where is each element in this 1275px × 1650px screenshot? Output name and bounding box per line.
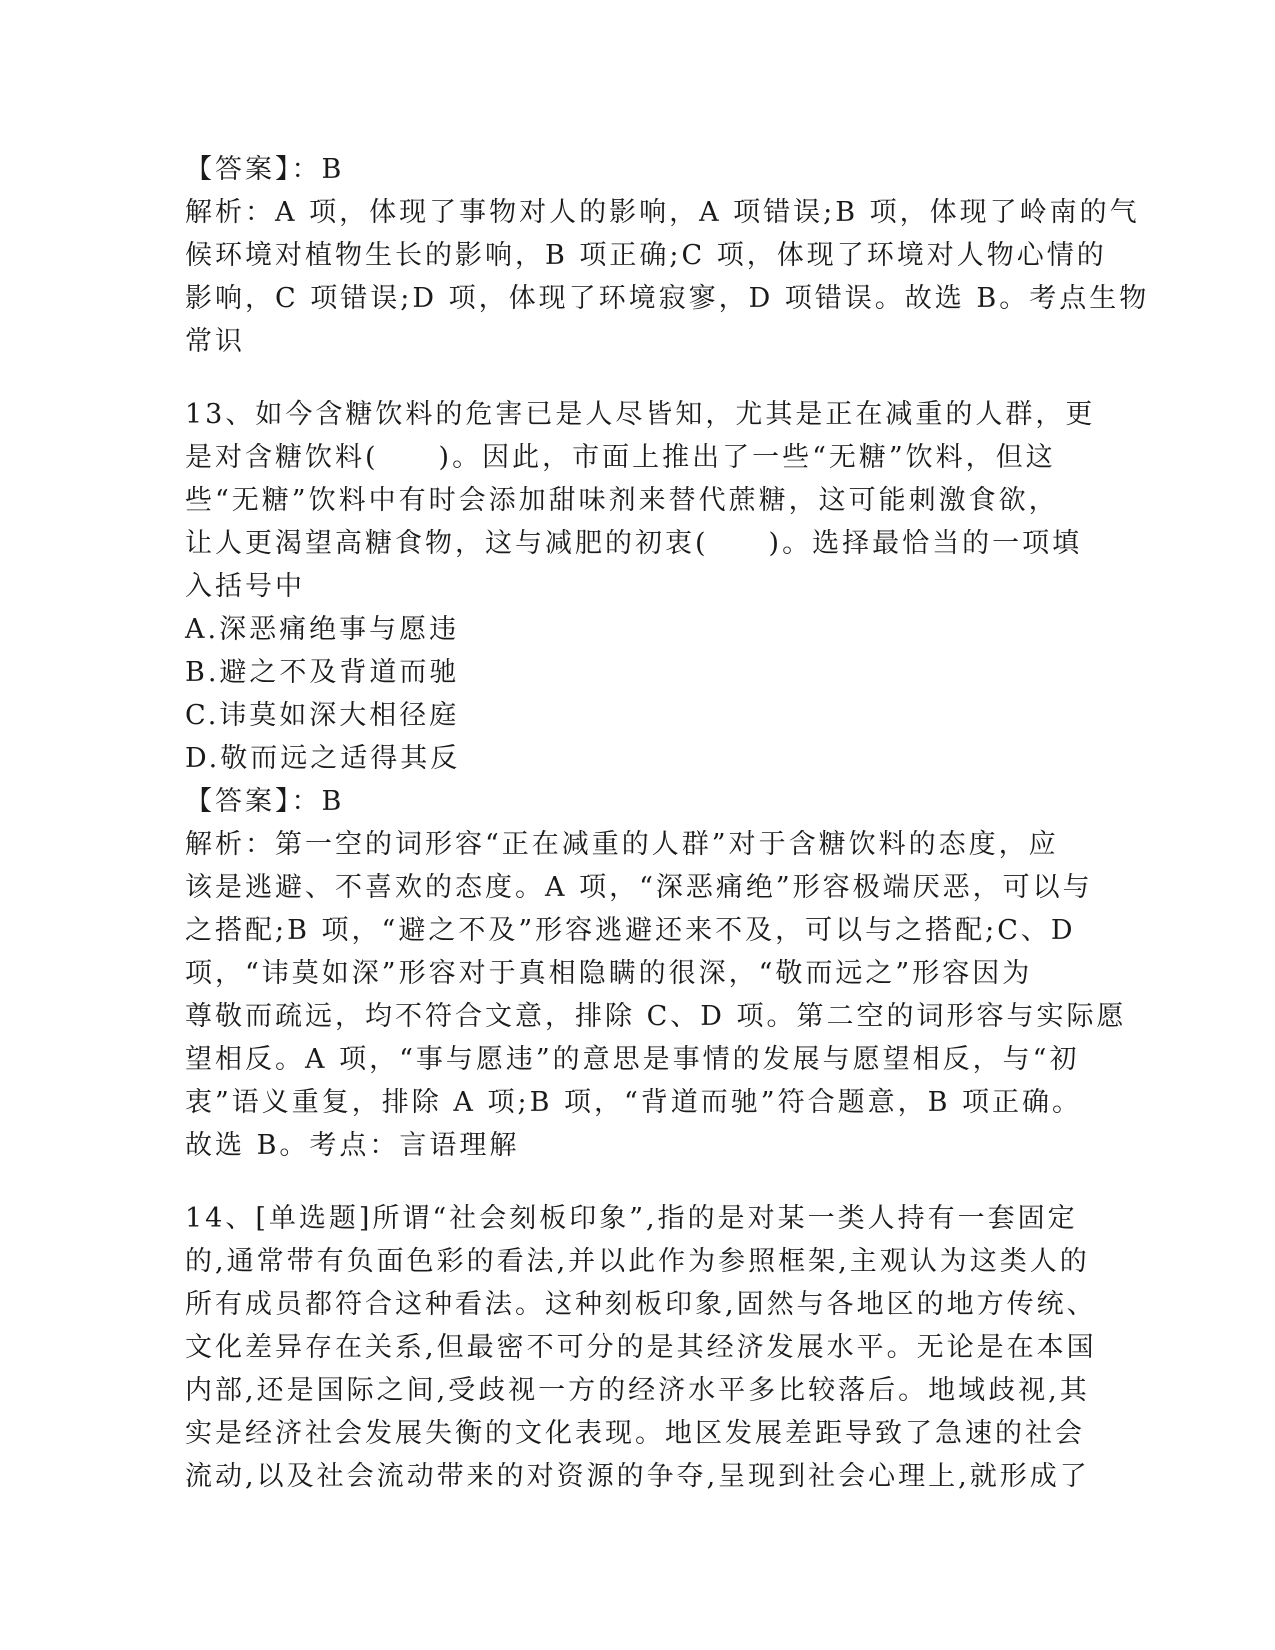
analysis-line: 故选 B。考点：言语理解: [185, 1130, 520, 1161]
question-line: 所有成员都符合这种看法。这种刻板印象,固然与各地区的地方传统、: [185, 1289, 1097, 1320]
question-line: 文化差异存在关系,但最密不可分的是其经济发展水平。无论是在本国: [185, 1332, 1097, 1363]
spacer: [185, 1167, 1085, 1197]
analysis-line: 该是逃避、不喜欢的态度。A 项，“深恶痛绝”形容极端厌恶，可以与: [185, 872, 1093, 903]
question-line: 14、[单选题]所谓“社会刻板印象”,指的是对某一类人持有一套固定: [185, 1203, 1078, 1234]
question-13: [185, 393, 1127, 1167]
option-a: A.深恶痛绝事与愿违: [185, 614, 460, 645]
analysis-line: 解析：第一空的词形容“正在减重的人群”对于含糖饮料的态度，应: [185, 829, 1059, 860]
option-b: B.避之不及背道而驰: [185, 657, 460, 688]
question-line: 内部,还是国际之间,受歧视一方的经济水平多比较落后。地域歧视,其: [185, 1375, 1090, 1406]
analysis-line: 之搭配;B 项，“避之不及”形容逃避还来不及，可以与之搭配;C、D: [185, 915, 1076, 946]
question-line: 的,通常带有负面色彩的看法,并以此作为参照框架,主观认为这类人的: [185, 1246, 1090, 1277]
analysis-line: 衷”语义重复，排除 A 项;B 项，“背道而驰”符合题意，B 项正确。: [185, 1087, 1083, 1118]
question-14: [185, 1197, 1097, 1498]
document-page: [185, 148, 1150, 1498]
analysis-line: 候环境对植物生长的影响，B 项正确;C 项，体现了环境对人物心情的: [185, 240, 1107, 271]
option-d: D.敬而远之适得其反: [185, 743, 461, 774]
question-line: 入括号中: [185, 571, 305, 602]
analysis-line: 尊敬而疏远，均不符合文意，排除 C、D 项。第二空的词形容与实际愿: [185, 1001, 1127, 1032]
spacer: [185, 363, 1085, 393]
question-line: 让人更渴望高糖食物，这与减肥的初衷( )。选择最恰当的一项填: [185, 528, 1083, 559]
analysis-line: 解析：A 项，体现了事物对人的影响，A 项错误;B 项，体现了岭南的气: [185, 197, 1140, 228]
option-c: C.讳莫如深大相径庭: [185, 700, 460, 731]
analysis-line: 影响，C 项错误;D 项，体现了环境寂寥，D 项错误。故选 B。考点生物: [185, 283, 1150, 314]
question-line: 流动,以及社会流动带来的对资源的争夺,呈现到社会心理上,就形成了: [185, 1461, 1090, 1492]
question-line: 些“无糖”饮料中有时会添加甜味剂来替代蔗糖，这可能刺激食欲，: [185, 485, 1059, 516]
answer-label: 【答案】：B: [185, 154, 345, 185]
analysis-line: 常识: [185, 326, 245, 357]
question-line: 13、如今含糖饮料的危害已是人尽皆知，尤其是正在减重的人群，更: [185, 399, 1096, 430]
question-line: 是对含糖饮料( )。因此，市面上推出了一些“无糖”饮料，但这: [185, 442, 1056, 473]
question-line: 实是经济社会发展失衡的文化表现。地区发展差距导致了急速的社会: [185, 1418, 1085, 1449]
answer-label: 【答案】：B: [185, 786, 345, 817]
analysis-line: 项，“讳莫如深”形容对于真相隐瞒的很深，“敬而远之”形容因为: [185, 958, 1033, 989]
answer-block-12: [185, 148, 1150, 363]
analysis-line: 望相反。A 项，“事与愿违”的意思是事情的发展与愿望相反，与“初: [185, 1044, 1080, 1075]
